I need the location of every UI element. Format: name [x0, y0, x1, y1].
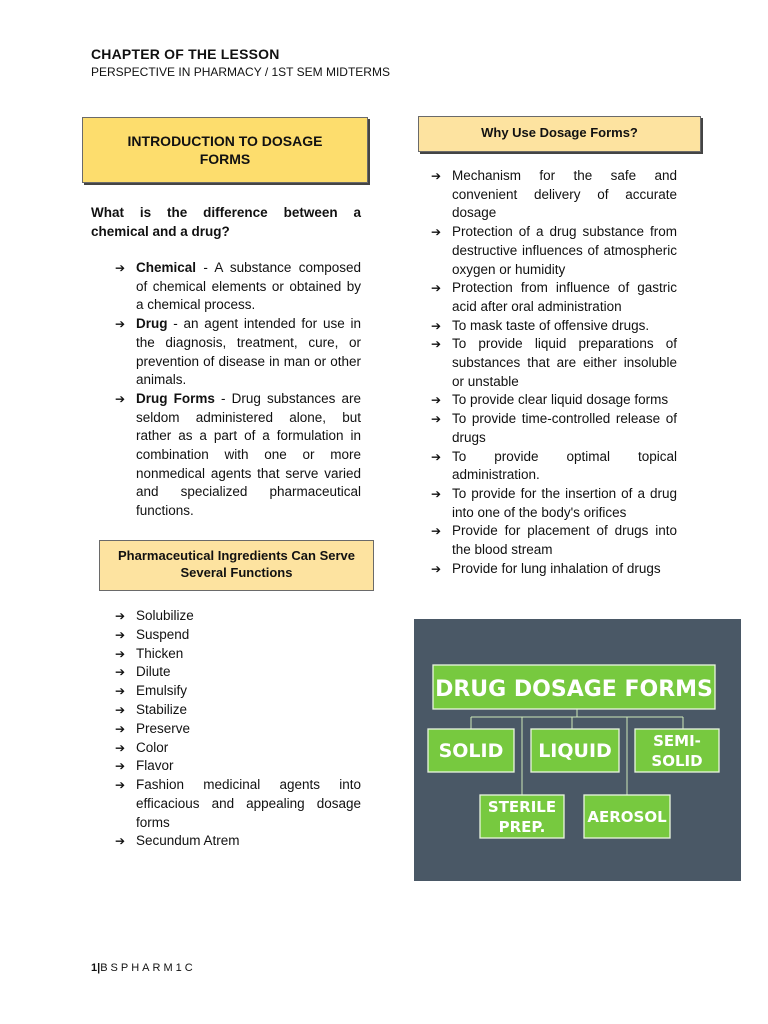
- function-text: Preserve: [136, 720, 191, 736]
- arrow-icon: ➔: [431, 561, 442, 576]
- function-text: Secundum Atrem: [136, 833, 240, 849]
- reason-text: To provide liquid preparations of substances that are either insoluble or unstable: [452, 336, 677, 389]
- arrow-icon: ➔: [115, 391, 126, 406]
- arrow-icon: ➔: [431, 412, 442, 427]
- function-text: Emulsify: [136, 683, 188, 699]
- function-text: Suspend: [136, 626, 190, 642]
- list-item: [115, 832, 361, 851]
- function-text: Dilute: [136, 664, 171, 680]
- function-text: Stabilize: [136, 701, 188, 717]
- list-item: [115, 682, 361, 701]
- definition-item: [115, 390, 361, 521]
- arrow-icon: ➔: [115, 834, 126, 849]
- list-item: [431, 279, 677, 316]
- arrow-icon: ➔: [431, 486, 442, 501]
- definition-text: - Drug substances are seldom administered alone, but rather as a part of a formulation in combination with one or more nonmedical agents that serve varied and specialized pharmaceutical functions.: [136, 390, 361, 519]
- definition-term: Chemical: [136, 260, 197, 275]
- list-item: [115, 720, 361, 739]
- arrow-icon: ➔: [431, 318, 442, 333]
- root-label: DRUG DOSAGE FORMS: [435, 677, 713, 702]
- arrow-icon: ➔: [115, 778, 126, 793]
- list-item: [115, 776, 361, 832]
- list-item: [431, 167, 677, 223]
- definition-text: - A substance composed of chemical elements or obtained by a chemical process.: [136, 260, 361, 313]
- ingredients-heading-box: [99, 540, 374, 591]
- reason-text: Protection from influence of gastric acid after oral administration: [452, 280, 677, 314]
- sterile-label-line2: PREP.: [498, 818, 546, 836]
- list-item: [431, 223, 677, 279]
- page-number: 1: [91, 962, 98, 974]
- arrow-icon: ➔: [115, 665, 126, 680]
- function-text: Fashion medicinal agents into efficacious and appealing dosage forms: [136, 777, 361, 830]
- diagram-svg: [414, 619, 741, 881]
- page-footer: [91, 962, 196, 974]
- reason-text: Provide for placement of drugs into the blood stream: [452, 523, 677, 558]
- why-heading-box: [418, 116, 701, 152]
- function-text: Color: [136, 739, 169, 755]
- reason-text: To provide for the insertion of a drug into one of the body's orifices: [452, 485, 677, 520]
- list-item: [431, 522, 677, 559]
- arrow-icon: ➔: [431, 393, 442, 408]
- footer-class-code: BSPHARM1C: [100, 962, 196, 974]
- list-item: [431, 410, 677, 447]
- arrow-icon: ➔: [115, 317, 126, 332]
- definition-item: [115, 315, 361, 390]
- list-item: [115, 701, 361, 720]
- list-item: [431, 317, 677, 336]
- list-item: [115, 739, 361, 758]
- function-text: Thicken: [136, 645, 184, 661]
- list-item: [431, 448, 677, 485]
- ingredients-heading: Pharmaceutical Ingredients Can Serve Several Functions: [118, 548, 355, 580]
- list-item: [115, 663, 361, 682]
- reason-text: Mechanism for the safe and convenient delivery of accurate dosage: [452, 168, 677, 221]
- list-item: [115, 626, 361, 645]
- list-item: [431, 485, 677, 522]
- semisolid-label-line2: SOLID: [651, 752, 703, 770]
- question-text: What is the difference between a chemical and a drug?: [91, 205, 361, 239]
- function-text: Solubilize: [136, 608, 194, 623]
- list-item: [431, 560, 677, 579]
- reason-text: To mask taste of offensive drugs.: [452, 317, 650, 333]
- dosage-forms-diagram: [414, 619, 741, 881]
- intro-heading: INTRODUCTION TO DOSAGE FORMS: [127, 133, 323, 167]
- solid-label: SOLID: [438, 740, 504, 762]
- list-item: [431, 391, 677, 410]
- definition-term: Drug Forms: [136, 390, 215, 406]
- arrow-icon: ➔: [431, 524, 442, 539]
- arrow-icon: ➔: [115, 684, 126, 699]
- arrow-icon: ➔: [115, 702, 126, 717]
- arrow-icon: ➔: [115, 721, 126, 736]
- functions-list: [115, 607, 361, 851]
- list-item: [115, 607, 361, 626]
- aerosol-label: AEROSOL: [587, 808, 667, 826]
- definition-list: [115, 259, 361, 521]
- reason-text: To provide clear liquid dosage forms: [452, 392, 669, 408]
- list-item: [431, 335, 677, 391]
- semisolid-label-line1: SEMI-: [653, 732, 701, 750]
- reasons-list: [431, 167, 677, 578]
- definition-term: Drug: [136, 316, 168, 332]
- intro-heading-box: [82, 117, 368, 183]
- arrow-icon: ➔: [431, 337, 442, 352]
- chapter-title: CHAPTER OF THE LESSON: [91, 46, 280, 62]
- list-item: [115, 645, 361, 664]
- reason-text: Provide for lung inhalation of drugs: [452, 560, 661, 576]
- arrow-icon: ➔: [431, 449, 442, 464]
- arrow-icon: ➔: [115, 609, 126, 623]
- sterile-label-line1: STERILE: [487, 798, 557, 816]
- chapter-subtitle: PERSPECTIVE IN PHARMACY / 1ST SEM MIDTERMS: [91, 65, 390, 79]
- why-heading: Why Use Dosage Forms?: [481, 125, 638, 140]
- arrow-icon: ➔: [431, 169, 442, 183]
- reason-text: To provide time-controlled release of drugs: [452, 411, 677, 445]
- liquid-label: LIQUID: [538, 740, 612, 762]
- arrow-icon: ➔: [115, 261, 126, 275]
- definition-text: - an agent intended for use in the diagnosis, treatment, cure, or prevention of disease in man or other animals.: [136, 316, 361, 388]
- arrow-icon: ➔: [115, 627, 126, 642]
- definition-item: [115, 259, 361, 315]
- arrow-icon: ➔: [115, 740, 126, 755]
- function-text: Flavor: [136, 758, 174, 774]
- reason-text: To provide optimal topical administration.: [452, 448, 677, 483]
- reason-text: Protection of a drug substance from destructive influences of atmospheric oxygen or humidity: [452, 224, 677, 277]
- arrow-icon: ➔: [431, 281, 442, 296]
- arrow-icon: ➔: [431, 225, 442, 240]
- arrow-icon: ➔: [115, 646, 126, 661]
- footer-separator: |: [97, 962, 101, 974]
- list-item: [115, 757, 361, 776]
- arrow-icon: ➔: [115, 759, 126, 774]
